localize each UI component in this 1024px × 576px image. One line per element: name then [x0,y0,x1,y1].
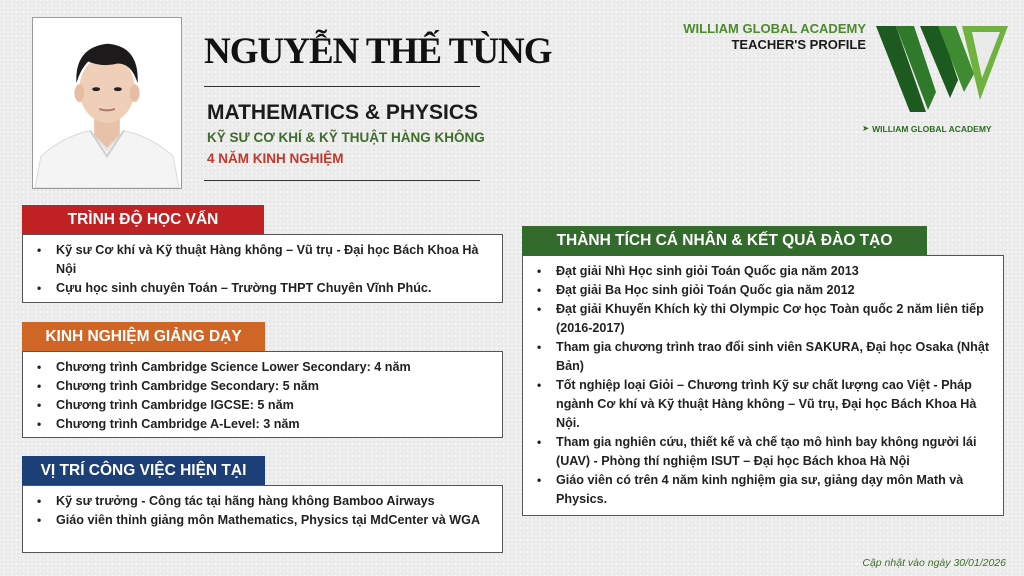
degree-label: KỸ SƯ CƠ KHÍ & KỸ THUẬT HÀNG KHÔNG [207,130,485,145]
teacher-portrait-icon [33,18,181,188]
list-item: • Chương trình Cambridge A-Level: 3 năm [33,415,494,434]
education-header: TRÌNH ĐỘ HỌC VẤN [22,205,264,235]
list-item: • Chương trình Cambridge Secondary: 5 năm [33,377,494,396]
experience-header: KINH NGHIỆM GIẢNG DẠY [22,322,265,352]
teacher-name: NGUYỄN THẾ TÙNG [204,31,552,72]
position-box [22,485,503,553]
academy-logo [876,22,1008,118]
experience-label: 4 NĂM KINH NGHIỆM [207,151,344,166]
achievements-header: THÀNH TÍCH CÁ NHÂN & KẾT QUẢ ĐÀO TẠO [522,226,927,256]
divider [204,180,480,181]
achievements-list [533,262,995,509]
list-item: • Tham gia chương trình trao đổi sinh viên SAKURA, Đại học Osaka (Nhật Bản) [533,338,995,376]
update-note: Cập nhật vào ngày 30/01/2026 [862,557,1006,569]
experience-box [22,351,503,438]
list-item: • Tốt nghiệp loại Giỏi – Chương trình Kỹ sư chất lượng cao Việt - Pháp ngành Cơ khí và Kỹ thuật Hàng không – Vũ trụ, Đại học Bách Khoa Hà Nội. [533,376,995,433]
list-item: • Giáo viên thỉnh giảng môn Mathematics, Physics tại MdCenter và WGA [33,511,494,530]
list-item: • Chương trình Cambridge Science Lower Secondary: 4 năm [33,358,494,377]
education-list [33,241,494,298]
list-item: • Cựu học sinh chuyên Toán – Trường THPT Chuyên Vĩnh Phúc. [33,279,494,298]
logo-caption [862,123,1012,134]
list-item: • Tham gia nghiên cứu, thiết kế và chế tạo mô hình bay không người lái (UAV) - Phòng thí nghiệm ISUT – Đại học Bách khoa Hà Nội [533,433,995,471]
w-logo-icon [876,22,1008,118]
list-item: • Kỹ sư Cơ khí và Kỹ thuật Hàng không – Vũ trụ - Đại học Bách Khoa Hà Nội [33,241,494,279]
divider [204,86,480,87]
list-item: • Đạt giải Khuyến Khích kỳ thi Olympic Cơ học Toàn quốc 2 năm liên tiếp (2016-2017) [533,300,995,338]
experience-list [33,358,494,434]
chevron-right-icon: ➤ [862,123,870,133]
list-item: • Giáo viên có trên 4 năm kinh nghiệm gia sư, giảng dạy môn Math và Physics. [533,471,995,509]
logo-caption-text: WILLIAM GLOBAL ACADEMY [872,123,992,134]
position-header: VỊ TRÍ CÔNG VIỆC HIỆN TẠI [22,456,265,486]
list-item: • Đạt giải Ba Học sinh giỏi Toán Quốc gia năm 2012 [533,281,995,300]
academy-name: WILLIAM GLOBAL ACADEMY [683,21,866,36]
list-item: • Chương trình Cambridge IGCSE: 5 năm [33,396,494,415]
list-item: • Đạt giải Nhì Học sinh giỏi Toán Quốc gia năm 2013 [533,262,995,281]
achievements-box [522,255,1004,516]
subject-title: MATHEMATICS & PHYSICS [207,101,479,124]
position-list [33,492,494,530]
list-item: • Kỹ sư trưởng - Công tác tại hãng hàng không Bamboo Airways [33,492,494,511]
education-box [22,234,503,303]
teacher-photo [32,17,182,189]
profile-label: TEACHER'S PROFILE [731,37,866,52]
